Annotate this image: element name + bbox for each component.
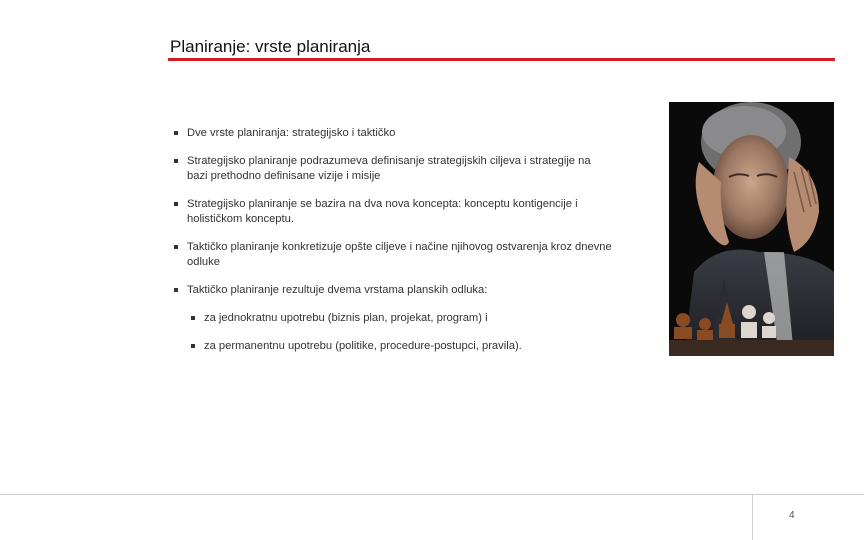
- bullet-item: [174, 240, 614, 270]
- bullet-marker: [174, 245, 178, 249]
- sub-bullet-marker: [191, 316, 195, 320]
- page-number: 4: [789, 510, 795, 521]
- sub-bullet-text: za permanentnu upotrebu (politike, procedure-postupci, pravila).: [204, 340, 522, 352]
- bullet-marker: [174, 202, 178, 206]
- slide-title: Planiranje: vrste planiranja: [170, 37, 371, 56]
- sub-bullet-marker: [191, 344, 195, 348]
- sub-bullet-item: [191, 339, 614, 354]
- bullet-text: Dve vrste planiranja: strategijsko i taktičko: [187, 127, 396, 139]
- sub-bullet-text: za jednokratnu upotrebu (biznis plan, projekat, program) i: [204, 312, 488, 324]
- bullet-list: [174, 126, 614, 354]
- chess-player-photo: [669, 102, 834, 356]
- bullet-item: [174, 154, 614, 184]
- footer-divider-vertical: [752, 494, 753, 540]
- footer-divider: [0, 494, 864, 495]
- bullet-item: [174, 126, 614, 141]
- bullet-marker: [174, 159, 178, 163]
- bullet-text: Strategijsko planiranje se bazira na dva nova koncepta: konceptu kontigencije i holističkom konceptu.: [187, 198, 578, 225]
- sub-bullet-item: [191, 311, 614, 326]
- bullet-text: Strategijsko planiranje podrazumeva definisanje strategijskih ciljeva i strategije na bazi prethodno definisane vizije i misije: [187, 155, 591, 182]
- bullet-item: [174, 283, 614, 298]
- bullet-text: Taktičko planiranje rezultuje dvema vrstama planskih odluka:: [187, 284, 488, 296]
- bullet-marker: [174, 288, 178, 292]
- bullet-item: [174, 197, 614, 227]
- title-underline: [168, 58, 835, 61]
- bullet-marker: [174, 131, 178, 135]
- bullet-text: Taktičko planiranje konkretizuje opšte ciljeve i načine njihovog ostvarenja kroz dnevne odluke: [187, 241, 612, 268]
